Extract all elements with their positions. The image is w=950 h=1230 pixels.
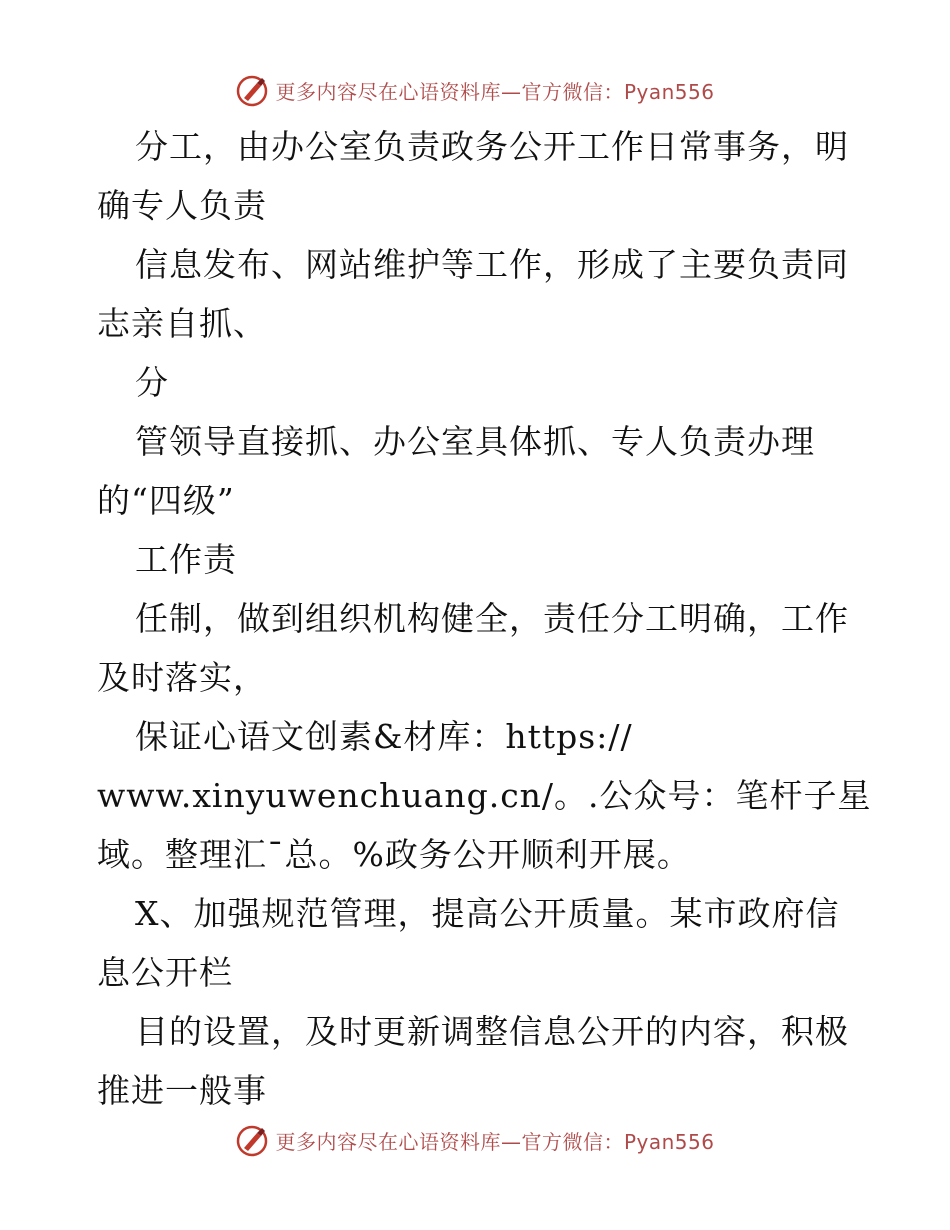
text-line: 信息发布、网站维护等工作，形成了主要负责同 xyxy=(135,245,849,284)
header-watermark xyxy=(0,70,950,110)
footer-watermark xyxy=(0,1120,950,1160)
text-line: X、加强规范管理，提高公开质量。某市政府信 xyxy=(135,894,840,933)
text-line: 目的设置，及时更新调整信息公开的内容，积极 xyxy=(135,1012,849,1051)
text-line: 工作责 xyxy=(135,540,237,579)
pen-logo-icon xyxy=(235,1123,269,1157)
text-line: 推进一般事 xyxy=(97,1071,267,1110)
text-line: 确专人负责 xyxy=(97,186,267,225)
footer-watermark-text: 更多内容尽在心语资料库—官方微信：Pyan556 xyxy=(275,1129,715,1154)
text-line: www.xinyuwenchuang.cn/。.公众号：笔杆子星 xyxy=(97,776,872,815)
text-line: 息公开栏 xyxy=(97,953,233,992)
text-line: 志亲自抓、 xyxy=(97,304,267,343)
text-line: 分 xyxy=(135,363,169,402)
text-line: 任制，做到组织机构健全，责任分工明确，工作 xyxy=(135,599,849,638)
document-body xyxy=(97,117,872,1120)
text-line: 域。整理汇¯总。%政务公开顺利开展。 xyxy=(97,835,691,874)
text-line: 的“四级” xyxy=(97,481,235,520)
text-line: 保证心语文创素&材库：https:// xyxy=(135,717,633,756)
header-watermark-text: 更多内容尽在心语资料库—官方微信：Pyan556 xyxy=(275,79,715,104)
pen-logo-icon xyxy=(235,73,269,107)
text-line: 分工，由办公室负责政务公开工作日常事务，明 xyxy=(135,127,849,166)
text-line: 管领导直接抓、办公室具体抓、专人负责办理 xyxy=(135,422,815,461)
text-line: 及时落实， xyxy=(97,658,267,697)
